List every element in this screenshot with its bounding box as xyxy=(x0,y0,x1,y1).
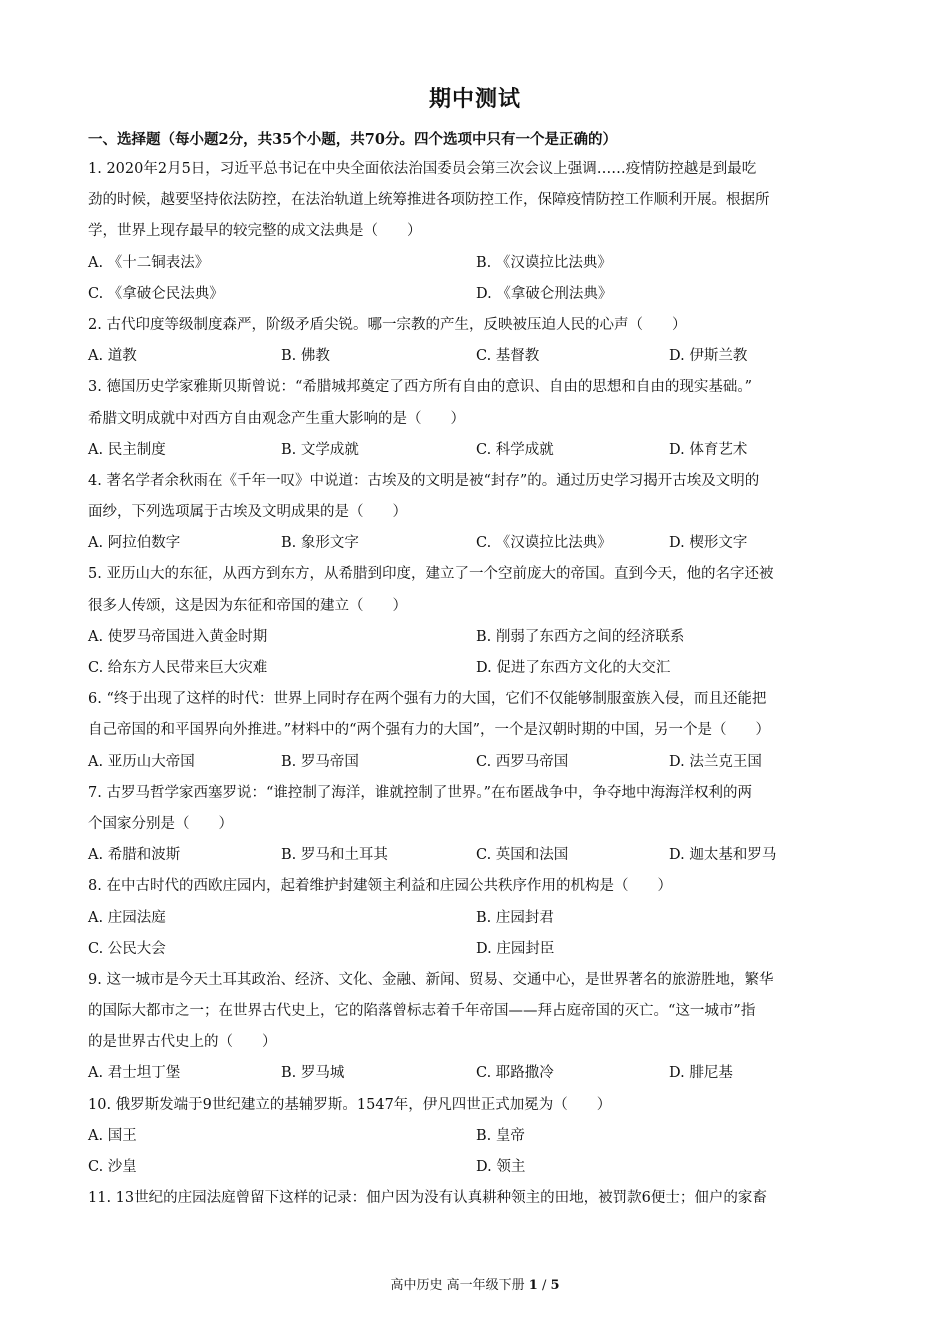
option-c: C. 耶路撒冷 xyxy=(476,1065,554,1082)
option-c: C. 基督教 xyxy=(476,348,540,365)
question-3 xyxy=(88,372,868,466)
option-a: A. 使罗马帝国进入黄金时期 xyxy=(88,628,268,645)
option-d: D. 庄园封臣 xyxy=(476,940,555,957)
options-row xyxy=(88,1058,868,1089)
question-11 xyxy=(88,1183,868,1214)
option-b: B. 罗马帝国 xyxy=(281,753,359,770)
option-a: A. 国王 xyxy=(88,1127,137,1144)
question-7 xyxy=(88,778,868,872)
option-d: D. 领主 xyxy=(476,1159,526,1175)
options-row xyxy=(88,435,868,466)
footer-page-total: 5 xyxy=(550,1278,560,1293)
option-b: B. 佛教 xyxy=(281,348,330,365)
option-c: C. 《汉谟拉比法典》 xyxy=(476,535,612,552)
options-row xyxy=(88,903,868,934)
question-1 xyxy=(88,154,868,310)
options-row xyxy=(88,840,868,871)
option-c: C. 公民大会 xyxy=(88,940,166,957)
page-title: 期中测试 xyxy=(428,86,521,112)
option-d: D. 法兰克王国 xyxy=(669,753,762,770)
question-stem-line: 8. 在中古时代的西欧庄园内，起着维护封建领主利益和庄园公共秩序作用的机构是（ ） xyxy=(88,878,672,895)
question-9 xyxy=(88,965,868,1090)
option-d: D. 楔形文字 xyxy=(669,535,748,552)
question-6 xyxy=(88,684,868,778)
question-stem-line: 很多人传颂，这是因为东征和帝国的建立（ ） xyxy=(88,597,407,614)
question-stem-line: 的是世界古代史上的（ ） xyxy=(88,1034,277,1051)
question-stem-line: 1. 2020年2月5日，习近平总书记在中央全面依法治国委员会第三次会议上强调……疫情防控越是到最吃 xyxy=(88,161,757,177)
question-stem-line: 11. 13世纪的庄园法庭曾留下这样的记录：佃户因为没有认真耕种领主的田地，被罚款6便士；佃户的家畜 xyxy=(88,1190,767,1207)
option-b: B. 象形文字 xyxy=(281,535,359,552)
options-row xyxy=(88,341,868,372)
option-a: A. 道教 xyxy=(88,348,137,365)
question-stem-line: 10. 俄罗斯发端于9世纪建立的基辅罗斯。1547年，伊凡四世正式加冕为（ ） xyxy=(88,1096,612,1113)
options-row xyxy=(88,279,868,310)
footer-separator: / xyxy=(541,1278,547,1293)
option-c: C. 英国和法国 xyxy=(476,847,569,864)
option-b: B. 削弱了东西方之间的经济联系 xyxy=(476,628,685,645)
option-c: C. 科学成就 xyxy=(476,441,554,458)
option-b: B. 罗马和土耳其 xyxy=(281,847,388,864)
option-a: A. 民主制度 xyxy=(88,441,166,458)
options-row xyxy=(88,248,868,279)
option-b: B. 罗马城 xyxy=(281,1065,345,1082)
option-d: D. 《拿破仑刑法典》 xyxy=(476,285,613,302)
question-stem-line: 的国际大都市之一；在世界古代史上，它的陷落曾标志着千年帝国——拜占庭帝国的灭亡。“这一城市”指 xyxy=(88,1003,756,1020)
option-a: A. 希腊和波斯 xyxy=(88,847,181,864)
question-8 xyxy=(88,871,868,965)
options-row xyxy=(88,528,868,559)
option-b: B. 《汉谟拉比法典》 xyxy=(476,254,612,271)
question-stem-line: 2. 古代印度等级制度森严，阶级矛盾尖锐。哪一宗教的产生，反映被压迫人民的心声（ ） xyxy=(88,316,687,333)
option-a: A. 亚历山大帝国 xyxy=(88,753,195,770)
option-a: A. 阿拉伯数字 xyxy=(88,535,181,552)
option-c: C. 沙皇 xyxy=(88,1159,137,1175)
option-d: D. 促进了东西方文化的大交汇 xyxy=(476,660,671,676)
section-heading: 一、选择题（每小题2分，共35个小题，共70分。四个选项中只有一个是正确的） xyxy=(88,131,617,148)
footer-page-number: 1 xyxy=(528,1278,538,1293)
question-5 xyxy=(88,559,868,684)
option-a: A. 庄园法庭 xyxy=(88,909,166,926)
question-stem-line: 7. 古罗马哲学家西塞罗说：“谁控制了海洋，谁就控制了世界。”在布匿战争中，争夺地中海海洋权利的两 xyxy=(88,784,753,801)
option-a: A. 君士坦丁堡 xyxy=(88,1065,181,1082)
question-stem-line: 面纱，下列选项属于古埃及文明成果的是（ ） xyxy=(88,504,407,521)
question-stem-line: 学，世界上现存最早的较完整的成文法典是（ ） xyxy=(88,223,422,240)
option-d: D. 伊斯兰教 xyxy=(669,348,748,365)
question-stem-line: 希腊文明成就中对西方自由观念产生重大影响的是（ ） xyxy=(88,410,465,427)
option-d: D. 腓尼基 xyxy=(669,1065,733,1082)
footer-grade: 高一年级下册 xyxy=(446,1278,525,1293)
question-stem-line: 劲的时候，越要坚持依法防控，在法治轨道上统筹推进各项防控工作，保障疫情防控工作顺利开展。根据所 xyxy=(88,192,770,209)
question-4 xyxy=(88,466,868,560)
option-b: B. 皇帝 xyxy=(476,1127,525,1144)
options-row xyxy=(88,747,868,778)
question-10 xyxy=(88,1090,868,1184)
option-b: B. 庄园封君 xyxy=(476,909,554,926)
footer-course: 高中历史 xyxy=(390,1278,443,1293)
option-c: C. 西罗马帝国 xyxy=(476,753,569,770)
option-a: A. 《十二铜表法》 xyxy=(88,254,210,271)
page-footer xyxy=(0,1274,950,1293)
question-stem-line: 5. 亚历山大的东征，从西方到东方，从希腊到印度，建立了一个空前庞大的帝国。直到今天，他的名字还被 xyxy=(88,566,774,583)
question-stem-line: 自己帝国的和平国界向外推进。”材料中的“两个强有力的大国”，一个是汉朝时期的中国，另一个是（ ） xyxy=(88,722,770,739)
option-d: D. 迦太基和罗马 xyxy=(669,847,777,864)
question-stem-line: 6. “终于出现了这样的时代：世界上同时存在两个强有力的大国，它们不仅能够制服蛮族入侵，而且还能把 xyxy=(88,691,767,708)
option-d: D. 体育艺术 xyxy=(669,441,748,458)
options-row xyxy=(88,653,868,684)
options-row xyxy=(88,1121,868,1152)
question-stem-line: 个国家分别是（ ） xyxy=(88,815,233,832)
option-c: C. 给东方人民带来巨大灾难 xyxy=(88,660,268,676)
question-stem-line: 4. 著名学者余秋雨在《千年一叹》中说道：古埃及的文明是被“封存”的。通过历史学习揭开古埃及文明的 xyxy=(88,472,760,489)
option-c: C. 《拿破仑民法典》 xyxy=(88,285,224,302)
options-row xyxy=(88,622,868,653)
options-row xyxy=(88,934,868,965)
option-b: B. 文学成就 xyxy=(281,441,359,458)
options-row xyxy=(88,1152,868,1183)
question-stem-line: 9. 这一城市是今天土耳其政治、经济、文化、金融、新闻、贸易、交通中心，是世界著名的旅游胜地，繁华 xyxy=(88,971,774,988)
question-stem-line: 3. 德国历史学家雅斯贝斯曾说：“希腊城邦奠定了西方所有自由的意识、自由的思想和自由的现实基础。” xyxy=(88,379,753,396)
question-list xyxy=(88,154,868,1214)
question-2 xyxy=(88,310,868,372)
